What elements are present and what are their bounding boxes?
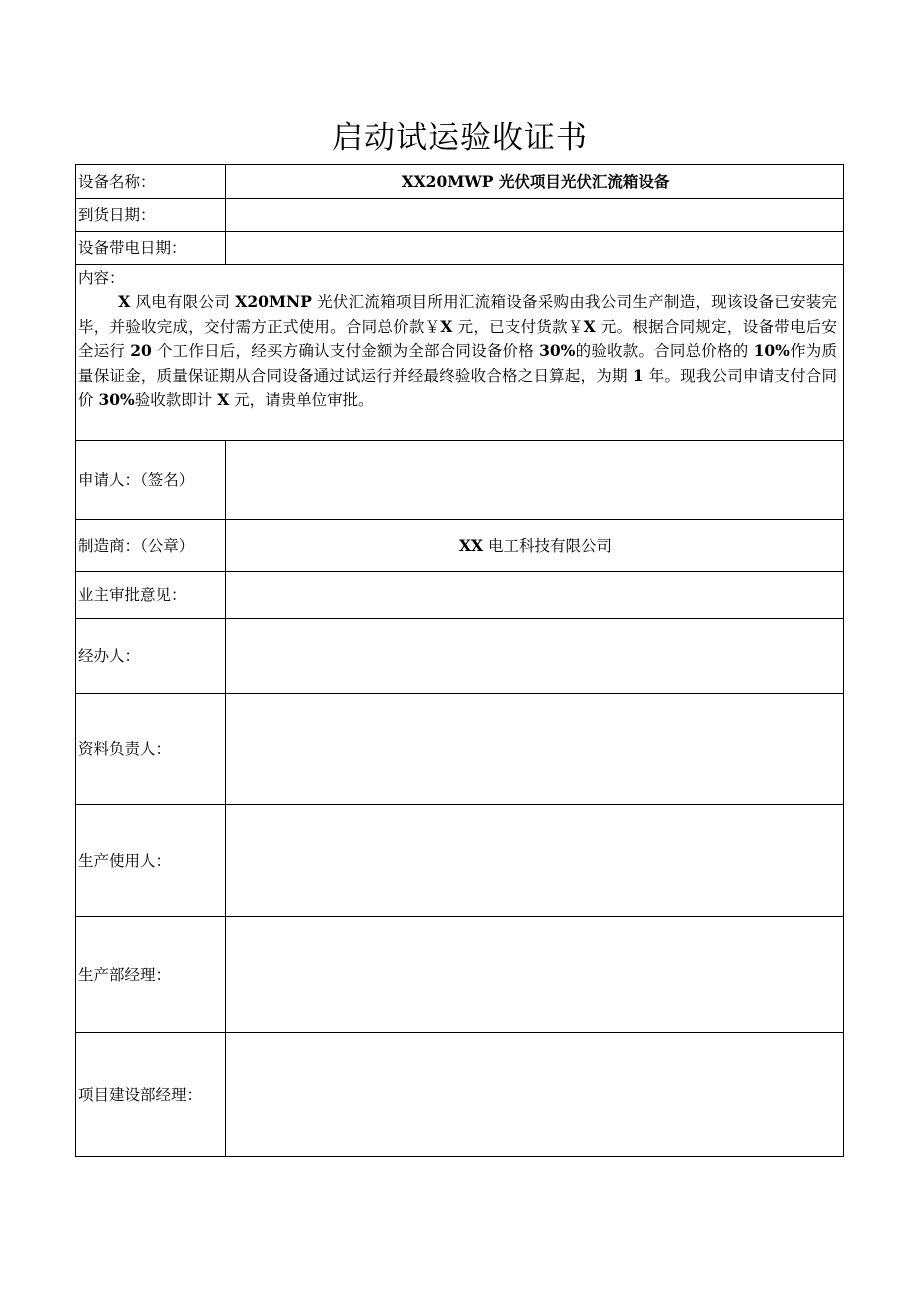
row-production-manager: [76, 917, 844, 1033]
manufacturer-label: 制造商：（公章）: [76, 520, 226, 572]
production-manager-label: 生产部经理：: [76, 917, 226, 1033]
row-data-manager: [76, 694, 844, 805]
paid-amount: X: [583, 316, 596, 336]
request-percent: 30%: [98, 390, 135, 409]
handler-value[interactable]: [226, 619, 844, 694]
owner-opinion-value[interactable]: [226, 572, 844, 619]
project-manager-label: 项目建设部经理：: [76, 1033, 226, 1157]
equipment-name-label: 设备名称：: [76, 165, 226, 199]
data-manager-value[interactable]: [226, 694, 844, 805]
total-price: X: [440, 316, 453, 336]
row-energize-date: [76, 232, 844, 265]
row-arrival-date: [76, 199, 844, 232]
content-body: X 风电有限公司 X20MNP 光伏汇流箱项目所用汇流箱设备采购由我公司生产制造，现该设备已安装完毕，并验收完成，交付需方正式使用。合同总价款￥X 元，已支付货款￥X 元。根据合同规定，设备带电后安全运行 20 个工作日后，经买方确认支付金额为全部合同设备价格 30%的验收款。合同总价格的 10%作为质量保证金，质量保证期从合同设备通过试运行并经最终验收合格之日算起，为期 1 年。现我公司申请支付合同价 30%验收款即计 X 元，请贵单位审批。: [78, 292, 837, 409]
request-amount: X: [217, 390, 230, 409]
row-manufacturer: [76, 520, 844, 572]
company-code: X: [118, 292, 131, 311]
acceptance-percent: 30%: [539, 341, 576, 360]
manufacturer-value[interactable]: XX 电工科技有限公司: [226, 520, 844, 572]
project-manager-value[interactable]: [226, 1033, 844, 1157]
row-production-user: [76, 805, 844, 917]
warranty-years: 1: [632, 365, 644, 385]
acceptance-form-table: [75, 164, 844, 1157]
owner-opinion-label: 业主审批意见：: [76, 572, 226, 619]
arrival-date-value[interactable]: [226, 199, 844, 232]
data-manager-label: 资料负责人：: [76, 694, 226, 805]
production-user-value[interactable]: [226, 805, 844, 917]
row-owner-opinion: [76, 572, 844, 619]
handler-label: 经办人：: [76, 619, 226, 694]
content-label: 内容：: [78, 269, 125, 287]
row-project-manager: [76, 1033, 844, 1157]
warranty-percent: 10%: [753, 341, 790, 360]
document-title: 启动试运验收证书: [332, 120, 588, 156]
content-cell[interactable]: [76, 265, 844, 441]
applicant-signature[interactable]: [226, 441, 844, 520]
row-handler: [76, 619, 844, 694]
equipment-name-value[interactable]: XX20MWP 光伏项目光伏汇流箱设备: [226, 165, 844, 199]
row-equipment-name: [76, 165, 844, 199]
row-content: [76, 265, 844, 441]
project-code: X20MNP: [235, 292, 312, 311]
energize-date-label: 设备带电日期：: [76, 232, 226, 265]
applicant-label: 申请人：（签名）: [76, 441, 226, 520]
working-days: 20: [130, 341, 152, 360]
production-user-label: 生产使用人：: [76, 805, 226, 917]
production-manager-value[interactable]: [226, 917, 844, 1033]
energize-date-value[interactable]: [226, 232, 844, 265]
row-applicant: [76, 441, 844, 520]
arrival-date-label: 到货日期：: [76, 199, 226, 232]
